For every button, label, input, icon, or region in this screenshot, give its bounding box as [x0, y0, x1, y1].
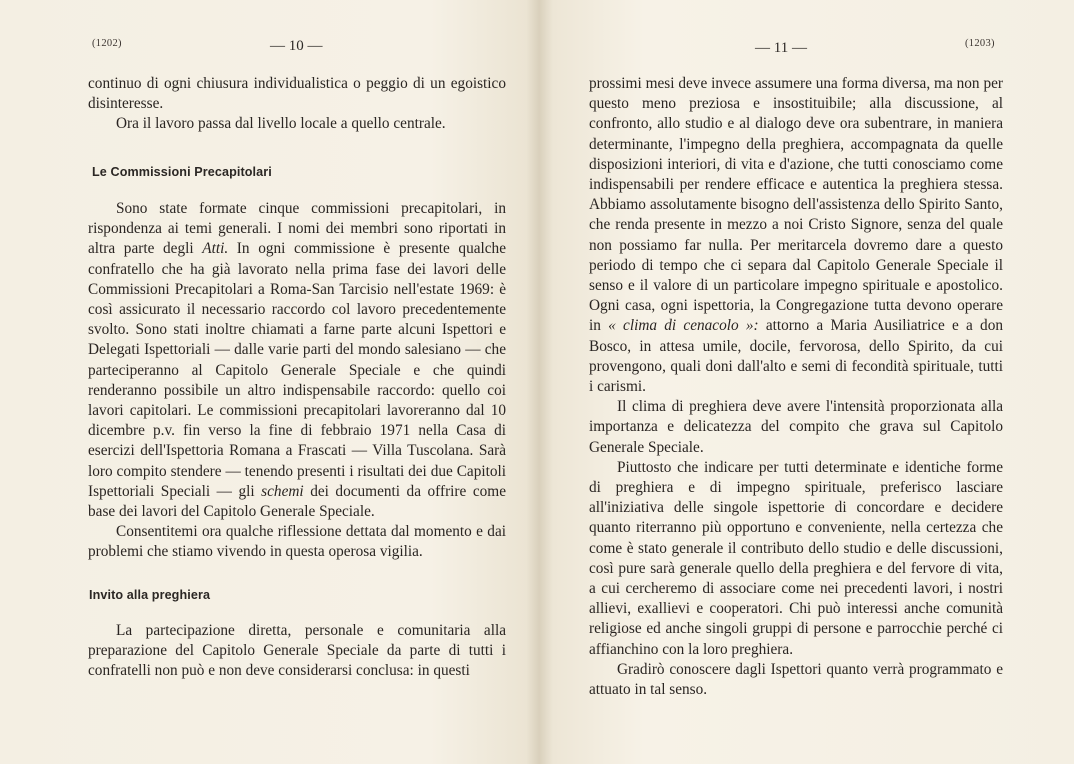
commissioni-paragraph-2: Consentitemi ora qualche riflessione dettata dal momento e dai problemi che stiamo vivendo in questa operosa vigilia.	[88, 523, 506, 561]
right-p1-part-b: attorno a Maria Ausiliatrice e a don Bosco, in attesa umile, docile, fervorosa, dello Spirito, da cui provengono, quali doni dall'alto e semi di fecondità spirituale, tutti i carismi.	[589, 317, 1003, 396]
section-heading-preghiera: Invito alla preghiera	[89, 588, 211, 602]
section-commissioni-body	[88, 199, 506, 563]
right-page	[537, 0, 1074, 764]
right-folio: (1203)	[965, 38, 995, 49]
commissioni-p1-part-a: Sono state formate cinque commissioni precapitolari, in rispondenza ai temi generali. I nomi dei membri sono riportati in altra parte degli	[88, 200, 506, 258]
right-paragraph-3: Piuttosto che indicare per tutti determinate e identiche forme di preghiera e di impegno spirituale, preferisco lasciare all'iniziativa delle singole ispettorie di concordare e decidere quanto riterranno più opportuno e conveniente, nella certezza che come è stato generale il contributo dello studio e delle discussioni, così pure sarà generale quello della preghiera e del fervore di vita, a cui cercheremo di associare come nei precedenti lavori, i nostri allievi, exallievi e cooperatori. Chi può interessi anche comunità religiose ed anche singoli gruppi di persone e parrocchie perché ci affianchino con la loro preghiera.	[589, 458, 1003, 658]
left-page-number: — 10 —	[270, 38, 323, 54]
schemi-term: schemi	[261, 482, 304, 500]
right-p1-part-a: prossimi mesi deve invece assumere una forma diversa, ma non per questo meno preziosa e insostituibile; alla discussione, al confronto, allo studio e al dialogo deve ora subentrare, in maniera determinante, l'impegno della preghiera, accompagnata da quelle disposizioni interiori, di vita e d'azione, che tutti conosciamo come indispensabili per rendere efficace e autentica la preghiera stessa. Abbiamo assolutamente bisogno dell'assistenza dello Spirito Santo, che renda presente in mezzo a noi Cristo Signore, senza del quale non possiamo far nulla. Per meritarcela dovremo dare a questo periodo di tempo che ci separa dal Capitolo Generale Speciale il senso e il valore di un particolare impegno spirituale e apostolico. Ogni casa, ogni ispettoria, la Congregazione tutta devono operare in	[589, 75, 1003, 335]
section-heading-commissioni: Le Commissioni Precapitolari	[92, 165, 272, 179]
right-paragraph-2: Il clima di preghiera deve avere l'intensità proporzionata alla importanza e delicatezza del compito che grava sul Capitolo Generale Speciale.	[589, 398, 1003, 456]
right-page-number: — 11 —	[755, 40, 807, 56]
commissioni-p1-part-b: In ogni commissione è presente qualche confratello che ha già lavorato nella prima fase dei lavori delle Commissioni Precapitolari a Roma-San Tarcisio nell'estate 1969: è così assicurato il necessario raccordo col lavoro precedentemente svolto. Sono stati inoltre chiamati a farne parte alcuni Ispettori e Delegati Ispettoriali — dalle varie parti del mondo salesiano — che parteciperanno al Capitolo Generale Speciale e che quindi renderanno possibile un altro indispensabile raccordo: quello coi lavori capitolari. Le commissioni precapitolari lavoreranno dal 10 dicembre p.v. fin verso la fine di febbraio 1971 nella Casa di esercizi dell'Ispettoria Romana a Frascati — Villa Tuscolana. Sarà loro compito stendere — tenendo presenti i risultati dei due Capitoli Ispettoriali Speciali — gli	[88, 240, 506, 500]
preghiera-paragraph-1: La partecipazione diretta, personale e comunitaria alla preparazione del Capitolo Generale Speciale da parte di tutti i confratelli non può e non deve considerarsi conclusa: in questi	[88, 622, 506, 680]
commissioni-p1-part-c: dei documenti da offrire come base dei lavori del Capitolo Generale Speciale.	[88, 482, 506, 521]
intro-paragraph-1: continuo di ogni chiusura individualistica o peggio di un egoistico disinteresse.	[88, 75, 506, 113]
intro-paragraph-2: Ora il lavoro passa dal livello locale a quello centrale.	[116, 115, 446, 133]
right-body	[589, 74, 1003, 700]
left-intro	[88, 74, 506, 135]
section-preghiera-body	[88, 621, 506, 682]
left-folio: (1202)	[92, 38, 122, 49]
right-paragraph-1	[589, 74, 1003, 397]
commissioni-paragraph-1	[88, 199, 506, 522]
right-paragraph-4: Gradirò conoscere dagli Ispettori quanto verrà programmato e attuato in tal senso.	[589, 660, 1003, 699]
atti-reference: Atti.	[202, 240, 229, 258]
clima-cenacolo-phrase: « clima di cenacolo »:	[608, 317, 759, 335]
